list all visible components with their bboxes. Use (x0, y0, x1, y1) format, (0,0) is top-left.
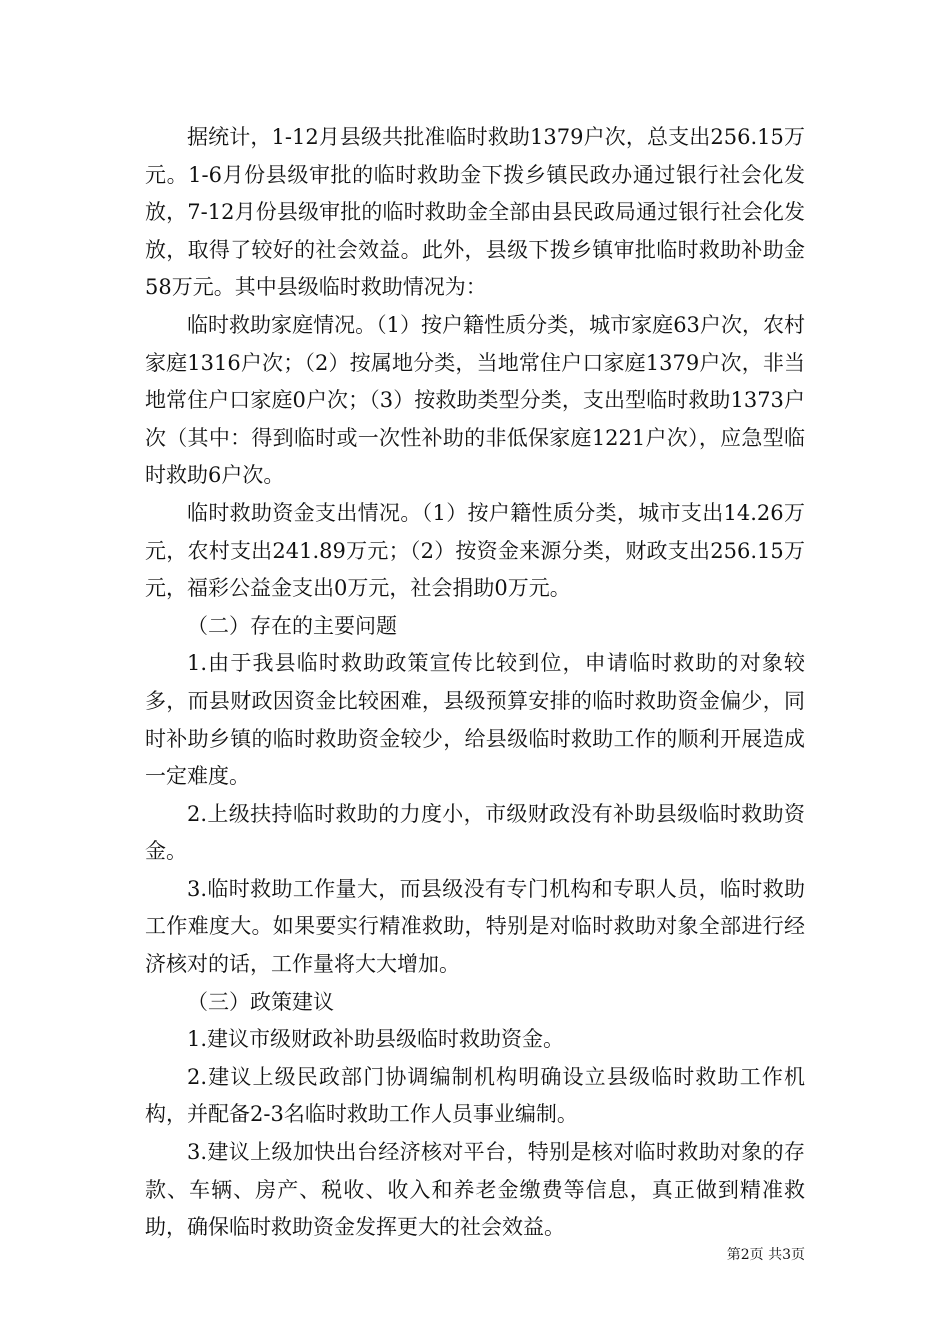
paragraph-problem-1: 1.由于我县临时救助政策宣传比较到位，申请临时救助的对象较多，而县财政因资金比较困难，县级预算安排的临时救助资金偏少，同时补助乡镇的临时救助资金较少，给县级临时救助工作的顺利开展造成一定难度。 (145, 651, 805, 789)
paragraph-household-situation: 临时救助家庭情况。（1）按户籍性质分类，城市家庭63户次，农村家庭1316户次；（2）按属地分类，当地常住户口家庭1379户次，非当地常住户口家庭0户次；（3）按救助类型分类，支出型临时救助1373户次（其中：得到临时或一次性补助的非低保家庭1221户次），应急型临时救助6户次。 (145, 312, 805, 488)
section-heading-policy-suggestions: （三）政策建议 (187, 989, 334, 1014)
page-number-footer: 第2页 共3页 (726, 1247, 805, 1263)
paragraph-suggestion-3: 3.建议上级加快出台经济核对平台，特别是核对临时救助对象的存款、车辆、房产、税收、收入和养老金缴费等信息，真正做到精准救助，确保临时救助资金发挥更大的社会效益。 (145, 1140, 805, 1240)
paragraph-suggestion-2: 2.建议上级民政部门协调编制机构明确设立县级临时救助工作机构，并配备2-3名临时救助工作人员事业编制。 (145, 1064, 805, 1127)
section-heading-main-problems: （二）存在的主要问题 (187, 613, 397, 638)
paragraph-suggestion-1: 1.建议市级财政补助县级临时救助资金。 (187, 1027, 565, 1052)
document-body (145, 119, 805, 1247)
paragraph-problem-2: 2.上级扶持临时救助的力度小，市级财政没有补助县级临时救助资金。 (145, 801, 805, 864)
paragraph-problem-3: 3.临时救助工作量大，而县级没有专门机构和专职人员，临时救助工作难度大。如果要实行精准救助，特别是对临时救助对象全部进行经济核对的话，工作量将大大增加。 (145, 876, 805, 977)
paragraph-fund-expenditure: 临时救助资金支出情况。（1）按户籍性质分类，城市支出14.26万元，农村支出241.89万元；（2）按资金来源分类，财政支出256.15万元，福彩公益金支出0万元，社会捐助0万元。 (145, 500, 805, 601)
paragraph-statistics-summary: 据统计，1-12月县级共批准临时救助1379户次，总支出256.15万元。1-6月份县级审批的临时救助金下拨乡镇民政办通过银行社会化发放，7-12月份县级审批的临时救助金全部由县民政局通过银行社会化发放，取得了较好的社会效益。此外，县级下拨乡镇审批临时救助补助金58万元。其中县级临时救助情况为： (145, 125, 805, 300)
